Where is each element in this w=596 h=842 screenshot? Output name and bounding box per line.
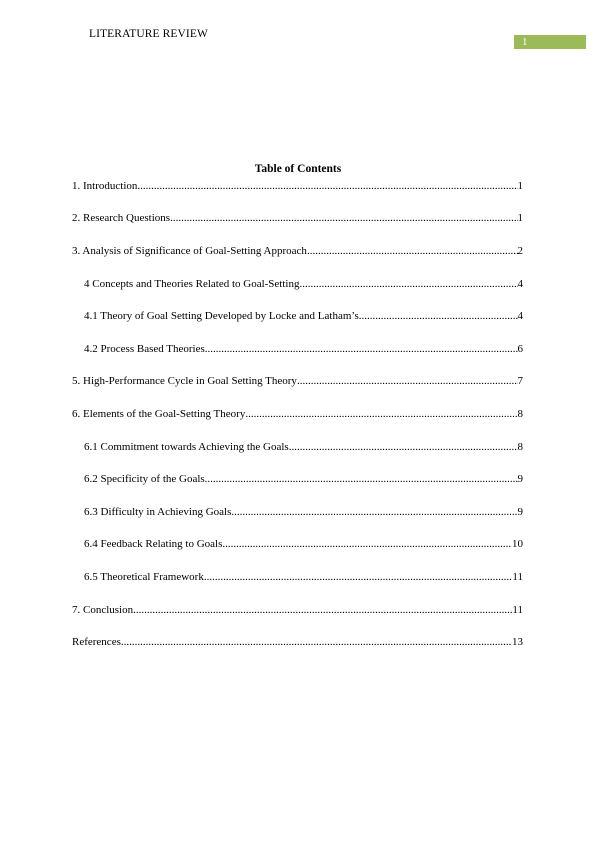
toc-entry[interactable] [84, 506, 523, 519]
toc-entry-label: 6.2 Specificity of the Goals [84, 473, 205, 485]
toc-entry-label: 4.1 Theory of Goal Setting Developed by Locke and Latham’s [84, 310, 359, 322]
toc-dot-leader [289, 441, 518, 454]
toc-entry-page: 10 [512, 538, 523, 550]
toc-entry[interactable] [72, 604, 523, 617]
toc-dot-leader [137, 180, 517, 193]
toc-entry-page: 11 [512, 604, 523, 616]
toc-entry[interactable] [84, 473, 523, 486]
toc-entry-label: 6.4 Feedback Relating to Goals [84, 538, 223, 550]
toc-dot-leader [359, 310, 518, 323]
toc-entry[interactable] [84, 343, 523, 356]
toc-entry-page: 11 [512, 571, 523, 583]
toc-entry-label: 6.3 Difficulty in Achieving Goals [84, 506, 232, 518]
toc-entry-label: References [72, 636, 121, 648]
toc-entry-label: 2. Research Questions [72, 212, 171, 224]
toc-entry-page: 8 [517, 441, 523, 453]
toc-dot-leader [299, 278, 517, 291]
toc-entry[interactable] [72, 245, 523, 258]
toc-entry[interactable] [84, 310, 523, 323]
toc-entry-label: 7. Conclusion [72, 604, 134, 616]
toc-title: Table of Contents [254, 163, 342, 175]
toc-entry-page: 6 [517, 343, 523, 355]
toc-entry-label: 1. Introduction [72, 180, 138, 192]
page-number-box [514, 35, 586, 49]
toc-entry-label: 4.2 Process Based Theories [84, 343, 205, 355]
toc-entry-page: 2 [517, 245, 523, 257]
toc-entry-page: 9 [517, 506, 523, 518]
toc-entry[interactable] [84, 441, 523, 454]
toc-dot-leader [204, 571, 513, 584]
toc-entry-page: 9 [517, 473, 523, 485]
toc-entry[interactable] [72, 180, 523, 193]
toc-dot-leader [245, 408, 517, 421]
running-header-title: LITERATURE REVIEW [89, 28, 208, 40]
toc-entry-page: 4 [517, 278, 523, 290]
toc-entry-page: 13 [512, 636, 523, 648]
toc-dot-leader [222, 538, 512, 551]
toc-entry-page: 1 [517, 180, 523, 192]
page-number: 1 [522, 36, 528, 48]
toc-dot-leader [297, 375, 518, 388]
toc-dot-leader [307, 245, 518, 258]
toc-entry[interactable] [84, 538, 523, 551]
toc-dot-leader [170, 212, 517, 225]
toc-dot-leader [121, 636, 512, 649]
toc-entry-label: 6.1 Commitment towards Achieving the Goals [84, 441, 289, 453]
toc-entry-label: 3. Analysis of Significance of Goal-Setting Approach [72, 245, 307, 257]
toc-entry[interactable] [72, 636, 523, 649]
toc-entry-page: 4 [517, 310, 523, 322]
toc-dot-leader [205, 473, 518, 486]
toc-dot-leader [231, 506, 517, 519]
toc-entry-label: 6.5 Theoretical Framework [84, 571, 204, 583]
toc-entry[interactable] [72, 212, 523, 225]
toc-entry-page: 7 [517, 375, 523, 387]
toc-entry-label: 5. High-Performance Cycle in Goal Setting Theory [72, 375, 297, 387]
toc-entry[interactable] [72, 408, 523, 421]
toc-entry-label: 4 Concepts and Theories Related to Goal-Setting [84, 278, 300, 290]
toc-dot-leader [205, 343, 518, 356]
toc-entry[interactable] [72, 375, 523, 388]
toc-entry[interactable] [84, 571, 523, 584]
toc-entry-page: 8 [517, 408, 523, 420]
toc-entry-page: 1 [517, 212, 523, 224]
toc-entry-label: 6. Elements of the Goal-Setting Theory [72, 408, 246, 420]
toc-entry[interactable] [84, 278, 523, 291]
toc-dot-leader [133, 604, 512, 617]
